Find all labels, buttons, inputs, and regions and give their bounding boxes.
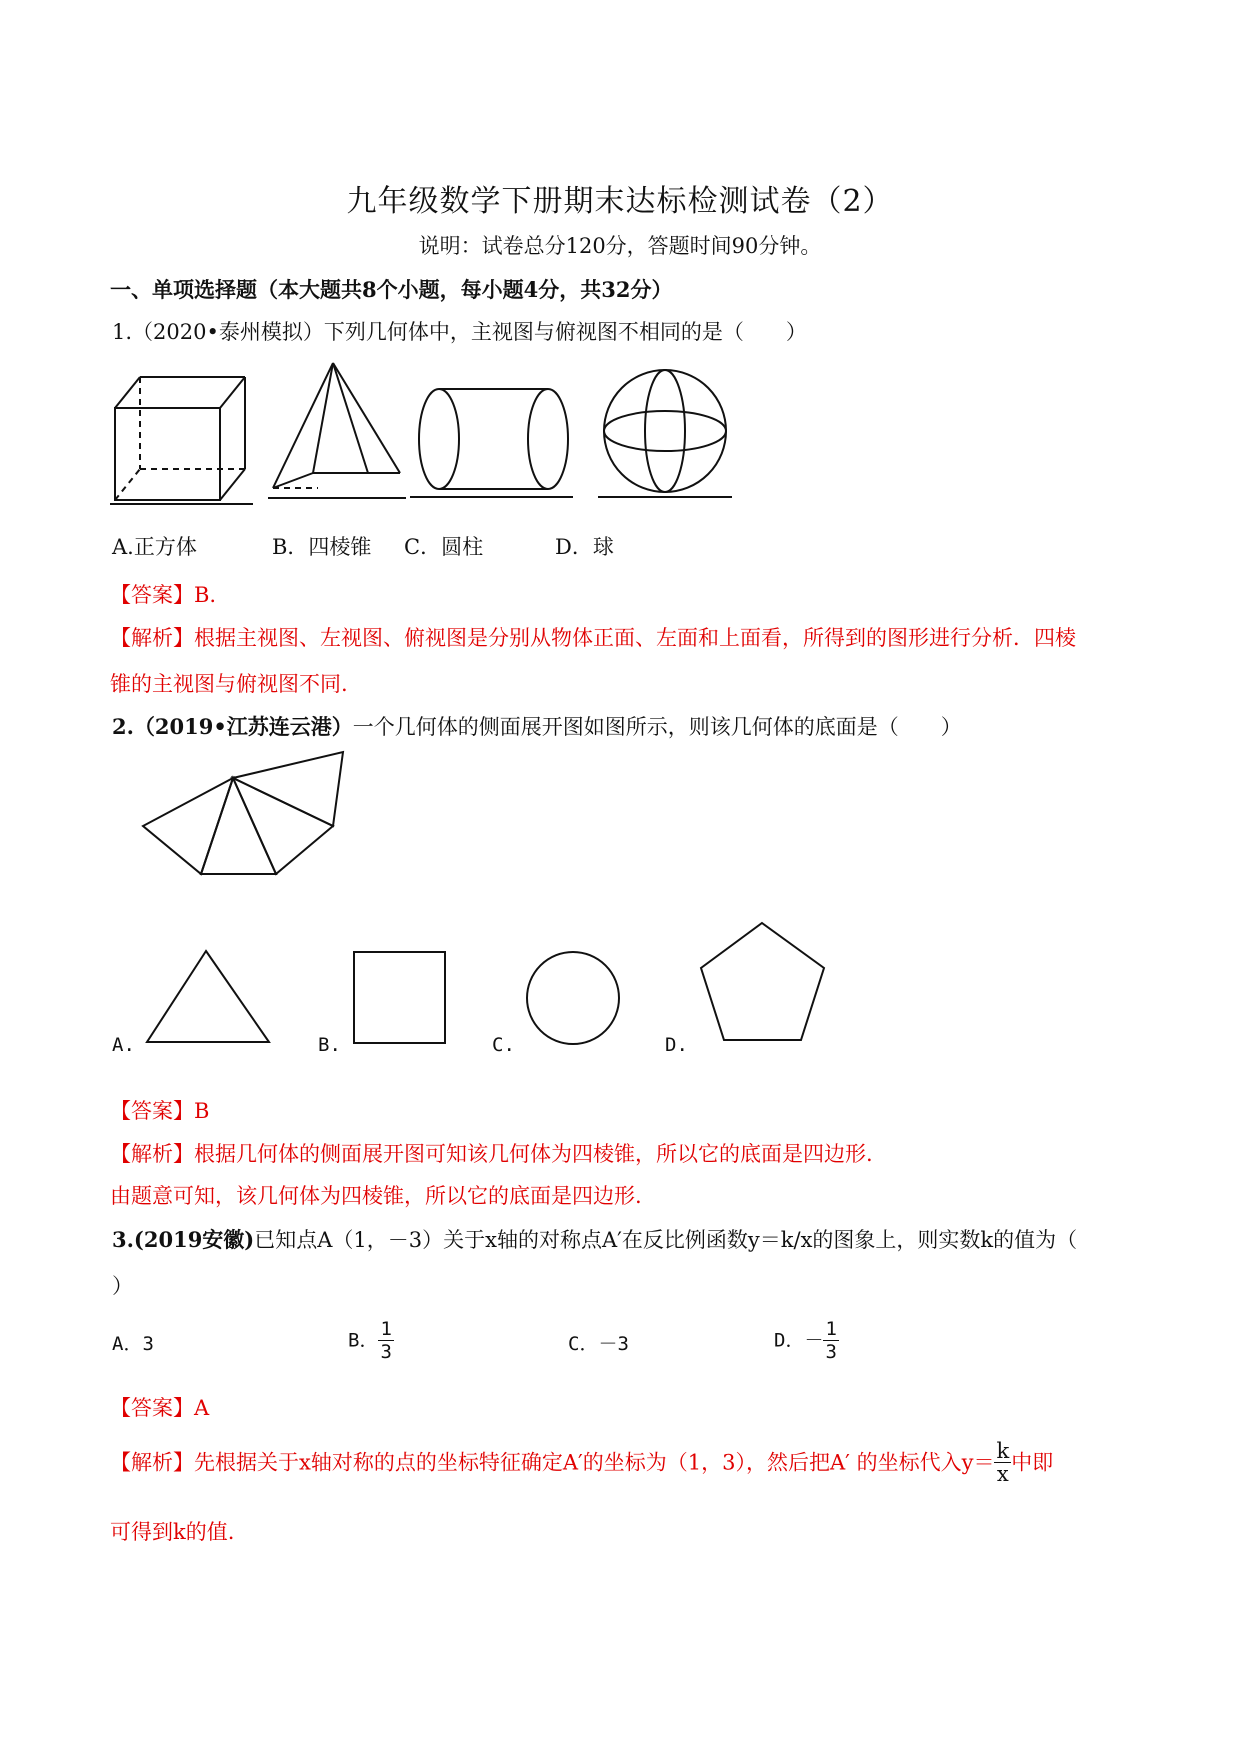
q3-option-b-numerator: 1 — [380, 1318, 392, 1340]
q3-option-d — [774, 1318, 839, 1363]
q2-figure-pentagon — [698, 920, 828, 1045]
q3-analysis-text: 【解析】先根据关于x轴对称的点的坐标特征确定A′的坐标为（1，3），然后把A′ 的坐标代入y＝ — [110, 1450, 995, 1475]
q2-stem-text: 一个几何体的侧面展开图如图所示，则该几何体的底面是（ ） — [352, 715, 962, 739]
q3-option-b-label: B． — [348, 1329, 379, 1352]
q1-figure-sphere — [598, 365, 738, 507]
q1-option-c: C．圆柱 — [404, 535, 484, 559]
page-title: 九年级数学下册期末达标检测试卷（2） — [346, 184, 894, 219]
q1-option-a: A.正方体 — [112, 535, 197, 559]
q1-analysis-line2: 锥的主视图与俯视图不同. — [110, 672, 348, 696]
q3-stem — [112, 1226, 1077, 1254]
q3-option-b — [348, 1318, 394, 1363]
q3-analysis-line2: 可得到k的值. — [110, 1520, 235, 1544]
q1-stem: 1.（2020•泰州模拟）下列几何体中，主视图与俯视图不相同的是（ ） — [112, 320, 807, 344]
q2-answer: 【答案】B — [110, 1099, 210, 1123]
q3-option-d-label: D．－ — [774, 1329, 824, 1352]
q2-analysis-line2: 由题意可知，该几何体为四棱锥，所以它的底面是四边形. — [110, 1184, 642, 1208]
q2-figure-net — [138, 748, 353, 883]
q3-option-b-fraction — [378, 1318, 393, 1363]
q3-stem-line2: ） — [112, 1274, 133, 1298]
q2-figure-square — [352, 950, 450, 1048]
q3-stem-text: 已知点A（1，－3）关于x轴的对称点A′在反比例函数y＝k/x的图象上，则实数k的值为（ — [254, 1228, 1078, 1252]
q2-figure-circle — [525, 950, 621, 1046]
q3-source: 3.(2019安徽) — [112, 1227, 255, 1252]
q1-option-d: D．球 — [555, 535, 614, 559]
q3-analysis-numerator: k — [996, 1439, 1010, 1463]
q2-option-b: B. — [318, 1034, 341, 1056]
q3-analysis-line1 — [110, 1440, 1053, 1485]
q2-stem — [112, 713, 962, 741]
q3-analysis-denominator: x — [996, 1462, 1009, 1486]
q3-analysis-fraction — [994, 1440, 1011, 1485]
q2-option-a: A. — [112, 1034, 135, 1056]
page-subtitle: 说明：试卷总分120分，答题时间90分钟。 — [418, 234, 822, 258]
q2-option-c: C. — [492, 1034, 515, 1056]
q3-option-d-numerator: 1 — [825, 1318, 837, 1340]
q1-figure-pyramid — [268, 360, 408, 507]
q3-option-a: A．3 — [112, 1333, 154, 1355]
q2-option-d: D. — [665, 1034, 688, 1056]
q1-analysis-line1: 【解析】根据主视图、左视图、俯视图是分别从物体正面、左面和上面看，所得到的图形进行分析．四棱 — [110, 626, 1076, 650]
q2-analysis-line1: 【解析】根据几何体的侧面展开图可知该几何体为四棱锥，所以它的底面是四边形. — [110, 1142, 873, 1166]
q3-answer: 【答案】A — [110, 1396, 210, 1420]
q1-option-b: B．四棱锥 — [272, 535, 372, 559]
q1-figure-cube — [110, 372, 260, 507]
q3-analysis-end: 中即 — [1011, 1450, 1054, 1475]
q3-option-d-denominator: 3 — [825, 1341, 837, 1363]
q1-answer: 【答案】B. — [110, 583, 217, 607]
section-heading: 一、单项选择题（本大题共8个小题，每小题4分，共32分） — [110, 277, 673, 302]
q2-source: 2.（2019•江苏连云港） — [112, 714, 353, 739]
q3-option-b-denominator: 3 — [380, 1341, 392, 1363]
q1-figure-cylinder — [415, 382, 575, 507]
q3-option-d-fraction — [823, 1318, 838, 1363]
q2-figure-triangle — [144, 948, 274, 1048]
q3-option-c: C．－3 — [568, 1333, 629, 1355]
